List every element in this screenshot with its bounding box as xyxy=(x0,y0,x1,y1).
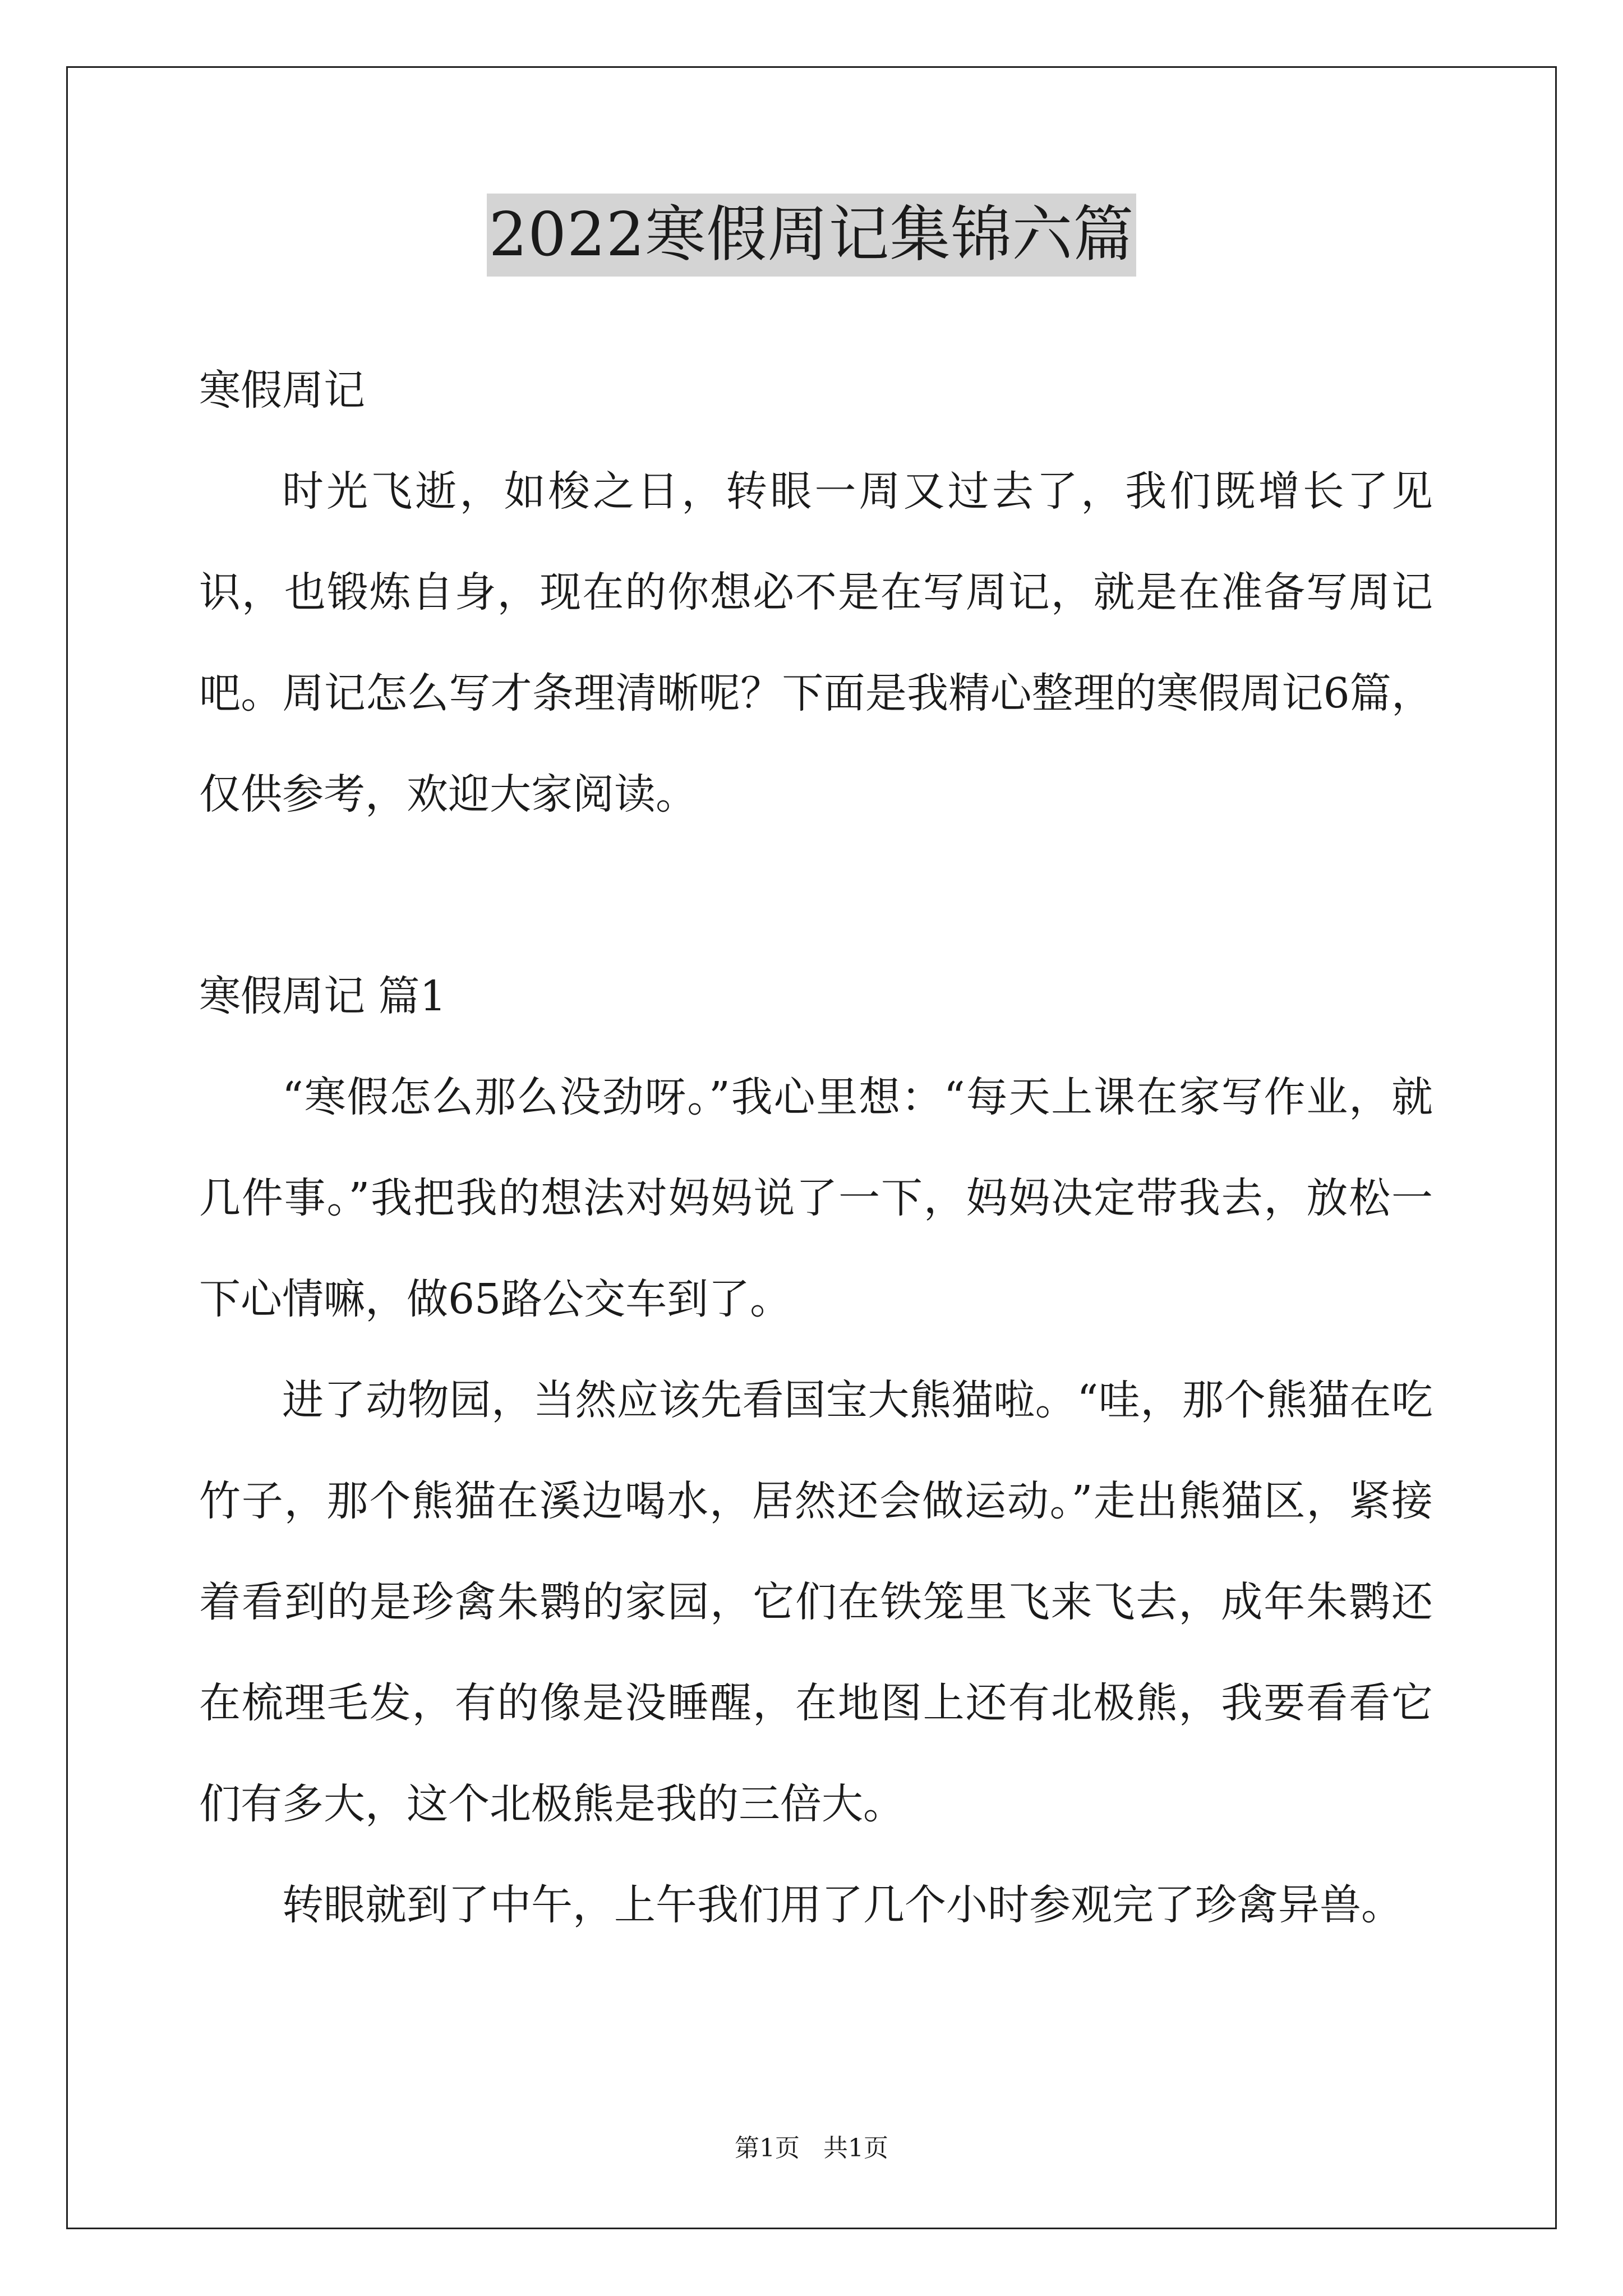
page-total: 共1页 xyxy=(823,2134,888,2162)
intro-paragraph: 时光飞逝，如梭之日，转眼一周又过去了，我们既增长了见识，也锻炼自身，现在的你想必不是在写周记，就是在准备写周记吧。周记怎么写才条理清晰呢？下面是我精心整理的寒假周记6篇，仅供参考，欢迎大家阅读。 xyxy=(199,467,1433,818)
section-heading: 寒假周记 篇1 xyxy=(199,972,446,1020)
document-title: 2022寒假周记集锦六篇 xyxy=(487,194,1137,277)
body-paragraph: 转眼就到了中午，上午我们用了几个小时参观完了珍禽异兽。 xyxy=(282,1881,1403,1929)
title-container xyxy=(0,194,1623,277)
page-number: 第1页 xyxy=(735,2134,800,2162)
intro-heading: 寒假周记 xyxy=(199,366,365,415)
document-body xyxy=(199,340,1433,1955)
body-paragraph: 进了动物园，当然应该先看国宝大熊猫啦。“哇，那个熊猫在吃竹子，那个熊猫在溪边喝水，居然还会做运动。”走出熊猫区，紧接着看到的是珍禽朱鹮的家园，它们在铁笼里飞来飞去，成年朱鹮还在梳理毛发，有的像是没睡醒，在地图上还有北极熊，我要看看它们有多大，这个北极熊是我的三倍大。 xyxy=(199,1376,1433,1828)
page-footer xyxy=(0,2132,1623,2165)
body-paragraph: “寒假怎么那么没劲呀。”我心里想：“每天上课在家写作业，就几件事。”我把我的想法对妈妈说了一下，妈妈决定带我去，放松一下心情嘛，做65路公交车到了。 xyxy=(199,1073,1433,1323)
section-spacer xyxy=(199,845,1433,946)
